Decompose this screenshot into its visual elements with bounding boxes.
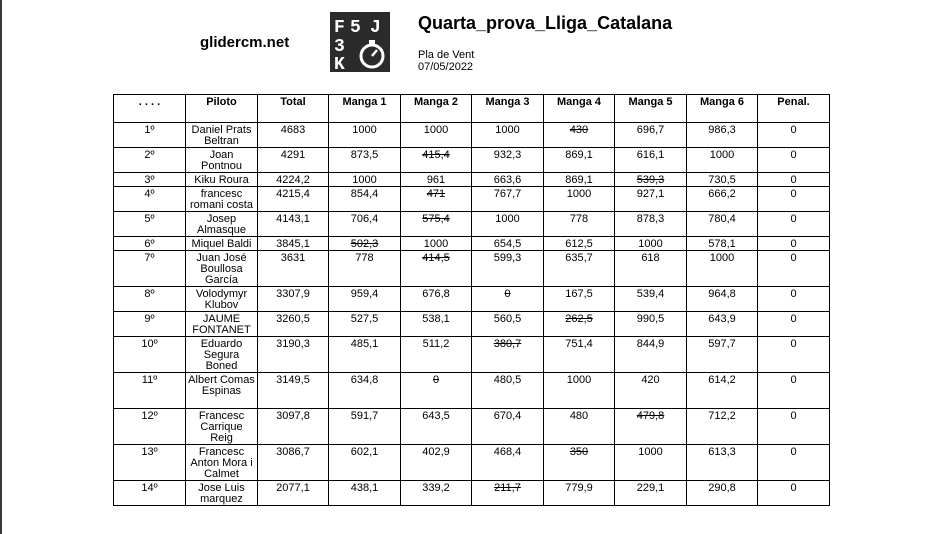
- manga-cell: 485,1: [329, 337, 401, 373]
- manga-cell: 618: [615, 251, 687, 287]
- manga-cell: 211,7: [472, 481, 544, 506]
- table-row: [114, 148, 830, 173]
- penal-cell: 0: [758, 312, 830, 337]
- penal-cell: 0: [758, 148, 830, 173]
- manga3-header: Manga 3: [472, 95, 544, 123]
- manga-cell: 964,8: [687, 287, 758, 312]
- manga-cell: 634,8: [329, 373, 401, 409]
- manga-cell: 854,4: [329, 187, 401, 212]
- penal-cell: 0: [758, 409, 830, 445]
- manga-cell: 578,1: [687, 237, 758, 251]
- manga-cell: 986,3: [687, 123, 758, 148]
- pilot-cell: francesc romani costa: [186, 187, 258, 212]
- table-row: [114, 173, 830, 187]
- manga-cell: 597,7: [687, 337, 758, 373]
- pilot-cell: JAUME FONTANET: [186, 312, 258, 337]
- table-row: [114, 337, 830, 373]
- header-row: [114, 95, 830, 123]
- manga-cell: 635,7: [544, 251, 615, 287]
- total-cell: 4143,1: [258, 212, 329, 237]
- manga-cell: 415,4: [401, 148, 472, 173]
- rank-cell: 3º: [114, 173, 186, 187]
- logo-letter-f: F: [334, 18, 345, 38]
- manga-cell: 414,5: [401, 251, 472, 287]
- competition-venue: Pla de Vent: [418, 49, 475, 61]
- manga-cell: 959,4: [329, 287, 401, 312]
- total-cell: 4291: [258, 148, 329, 173]
- logo-letter-3: 3: [334, 37, 345, 57]
- total-cell: 4683: [258, 123, 329, 148]
- penal-cell: 0: [758, 373, 830, 409]
- penal-cell: 0: [758, 237, 830, 251]
- manga-cell: 961: [401, 173, 472, 187]
- manga-cell: 602,1: [329, 445, 401, 481]
- manga-cell: 1000: [687, 251, 758, 287]
- penal-cell: 0: [758, 212, 830, 237]
- total-cell: 2077,1: [258, 481, 329, 506]
- manga-cell: 676,8: [401, 287, 472, 312]
- manga-cell: 480: [544, 409, 615, 445]
- manga6-header: Manga 6: [687, 95, 758, 123]
- table-row: [114, 212, 830, 237]
- competition-title: Quarta_prova_Lliga_Catalana: [418, 13, 673, 33]
- f5j-logo: [330, 12, 390, 72]
- penal-cell: 0: [758, 337, 830, 373]
- table-row: [114, 409, 830, 445]
- rank-cell: 5º: [114, 212, 186, 237]
- pilot-cell: Albert Comas Espinas: [186, 373, 258, 409]
- manga-cell: 1000: [401, 123, 472, 148]
- rank-cell: 8º: [114, 287, 186, 312]
- table-row: [114, 187, 830, 212]
- rank-cell: 14º: [114, 481, 186, 506]
- site-name: glidercm.net: [200, 34, 290, 51]
- rank-cell: 2º: [114, 148, 186, 173]
- manga-cell: 402,9: [401, 445, 472, 481]
- manga-cell: 539,4: [615, 287, 687, 312]
- table-row: [114, 445, 830, 481]
- manga-cell: 0: [401, 373, 472, 409]
- total-cell: 3097,8: [258, 409, 329, 445]
- manga-cell: 575,4: [401, 212, 472, 237]
- manga-cell: 767,7: [472, 187, 544, 212]
- rank-cell: 13º: [114, 445, 186, 481]
- manga5-header: Manga 5: [615, 95, 687, 123]
- total-cell: 3260,5: [258, 312, 329, 337]
- penal-cell: 0: [758, 251, 830, 287]
- manga-cell: 538,1: [401, 312, 472, 337]
- manga-cell: 643,9: [687, 312, 758, 337]
- manga1-header: Manga 1: [329, 95, 401, 123]
- table-row: [114, 287, 830, 312]
- results-body: [114, 123, 830, 506]
- manga-cell: 670,4: [472, 409, 544, 445]
- manga-cell: 1000: [472, 212, 544, 237]
- manga-cell: 430: [544, 123, 615, 148]
- manga-cell: 654,5: [472, 237, 544, 251]
- rank-cell: 12º: [114, 409, 186, 445]
- manga4-header: Manga 4: [544, 95, 615, 123]
- manga-cell: 1000: [615, 445, 687, 481]
- manga-cell: 262,5: [544, 312, 615, 337]
- pilot-header: Piloto: [186, 95, 258, 123]
- manga-cell: 1000: [329, 173, 401, 187]
- penal-cell: 0: [758, 123, 830, 148]
- rank-cell: 1º: [114, 123, 186, 148]
- total-cell: 3190,3: [258, 337, 329, 373]
- penal-cell: 0: [758, 187, 830, 212]
- manga-cell: 420: [615, 373, 687, 409]
- manga-cell: 438,1: [329, 481, 401, 506]
- pilot-cell: Juan José Boullosa García: [186, 251, 258, 287]
- total-cell: 4215,4: [258, 187, 329, 212]
- pilot-cell: Francesc Anton Mora i Calmet: [186, 445, 258, 481]
- manga-cell: 844,9: [615, 337, 687, 373]
- manga2-header: Manga 2: [401, 95, 472, 123]
- penal-cell: 0: [758, 173, 830, 187]
- manga-cell: 696,7: [615, 123, 687, 148]
- competition-date: 07/05/2022: [418, 61, 474, 73]
- manga-cell: 480,5: [472, 373, 544, 409]
- manga-cell: 663,6: [472, 173, 544, 187]
- manga-cell: 339,2: [401, 481, 472, 506]
- manga-cell: 560,5: [472, 312, 544, 337]
- manga-cell: 869,1: [544, 148, 615, 173]
- penal-cell: 0: [758, 287, 830, 312]
- rank-header: . . . .: [114, 95, 186, 123]
- rank-cell: 9º: [114, 312, 186, 337]
- manga-cell: 873,5: [329, 148, 401, 173]
- manga-cell: 479,8: [615, 409, 687, 445]
- manga-cell: 380,7: [472, 337, 544, 373]
- table-row: [114, 481, 830, 506]
- logo-letter-5: 5: [350, 18, 361, 38]
- manga-cell: 1000: [329, 123, 401, 148]
- manga-cell: 290,8: [687, 481, 758, 506]
- manga-cell: 927,1: [615, 187, 687, 212]
- manga-cell: 613,3: [687, 445, 758, 481]
- pilot-cell: Miquel Baldi: [186, 237, 258, 251]
- table-row: [114, 312, 830, 337]
- pilot-cell: Volodymyr Klubov: [186, 287, 258, 312]
- manga-cell: 167,5: [544, 287, 615, 312]
- total-cell: 3631: [258, 251, 329, 287]
- manga-cell: 502,3: [329, 237, 401, 251]
- manga-cell: 511,2: [401, 337, 472, 373]
- manga-cell: 643,5: [401, 409, 472, 445]
- total-cell: 4224,2: [258, 173, 329, 187]
- manga-cell: 229,1: [615, 481, 687, 506]
- pilot-cell: Josep Almasque: [186, 212, 258, 237]
- table-row: [114, 373, 830, 409]
- manga-cell: 614,2: [687, 373, 758, 409]
- manga-cell: 468,4: [472, 445, 544, 481]
- logo-letter-k: K: [334, 55, 345, 72]
- pilot-cell: Francesc Carrique Reig: [186, 409, 258, 445]
- pilot-cell: Daniel Prats Beltran: [186, 123, 258, 148]
- manga-cell: 878,3: [615, 212, 687, 237]
- penal-header: Penal.: [758, 95, 830, 123]
- manga-cell: 1000: [401, 237, 472, 251]
- manga-cell: 778: [329, 251, 401, 287]
- manga-cell: 1000: [544, 373, 615, 409]
- manga-cell: 527,5: [329, 312, 401, 337]
- manga-cell: 869,1: [544, 173, 615, 187]
- manga-cell: 616,1: [615, 148, 687, 173]
- table-row: [114, 123, 830, 148]
- manga-cell: 1000: [615, 237, 687, 251]
- penal-cell: 0: [758, 445, 830, 481]
- manga-cell: 599,3: [472, 251, 544, 287]
- manga-cell: 1000: [687, 148, 758, 173]
- manga-cell: 612,5: [544, 237, 615, 251]
- manga-cell: 591,7: [329, 409, 401, 445]
- manga-cell: 778: [544, 212, 615, 237]
- logo-letter-j: J: [370, 18, 381, 38]
- manga-cell: 706,4: [329, 212, 401, 237]
- pilot-cell: Joan Pontnou: [186, 148, 258, 173]
- manga-cell: 350: [544, 445, 615, 481]
- results-table: [113, 94, 830, 506]
- manga-cell: 932,3: [472, 148, 544, 173]
- total-cell: 3845,1: [258, 237, 329, 251]
- total-cell: 3307,9: [258, 287, 329, 312]
- manga-cell: 751,4: [544, 337, 615, 373]
- manga-cell: 779,9: [544, 481, 615, 506]
- manga-cell: 539,3: [615, 173, 687, 187]
- page-edge: [0, 0, 2, 534]
- pilot-cell: Kiku Roura: [186, 173, 258, 187]
- manga-cell: 780,4: [687, 212, 758, 237]
- manga-cell: 730,5: [687, 173, 758, 187]
- total-cell: 3086,7: [258, 445, 329, 481]
- manga-cell: 1000: [544, 187, 615, 212]
- rank-cell: 4º: [114, 187, 186, 212]
- table-row: [114, 251, 830, 287]
- rank-cell: 11º: [114, 373, 186, 409]
- pilot-cell: Jose Luis marquez: [186, 481, 258, 506]
- total-cell: 3149,5: [258, 373, 329, 409]
- manga-cell: 1000: [472, 123, 544, 148]
- total-header: Total: [258, 95, 329, 123]
- manga-cell: 666,2: [687, 187, 758, 212]
- penal-cell: 0: [758, 481, 830, 506]
- manga-cell: 471: [401, 187, 472, 212]
- table-row: [114, 237, 830, 251]
- manga-cell: 0: [472, 287, 544, 312]
- manga-cell: 712,2: [687, 409, 758, 445]
- manga-cell: 990,5: [615, 312, 687, 337]
- rank-cell: 10º: [114, 337, 186, 373]
- pilot-cell: Eduardo Segura Boned: [186, 337, 258, 373]
- rank-cell: 6º: [114, 237, 186, 251]
- rank-cell: 7º: [114, 251, 186, 287]
